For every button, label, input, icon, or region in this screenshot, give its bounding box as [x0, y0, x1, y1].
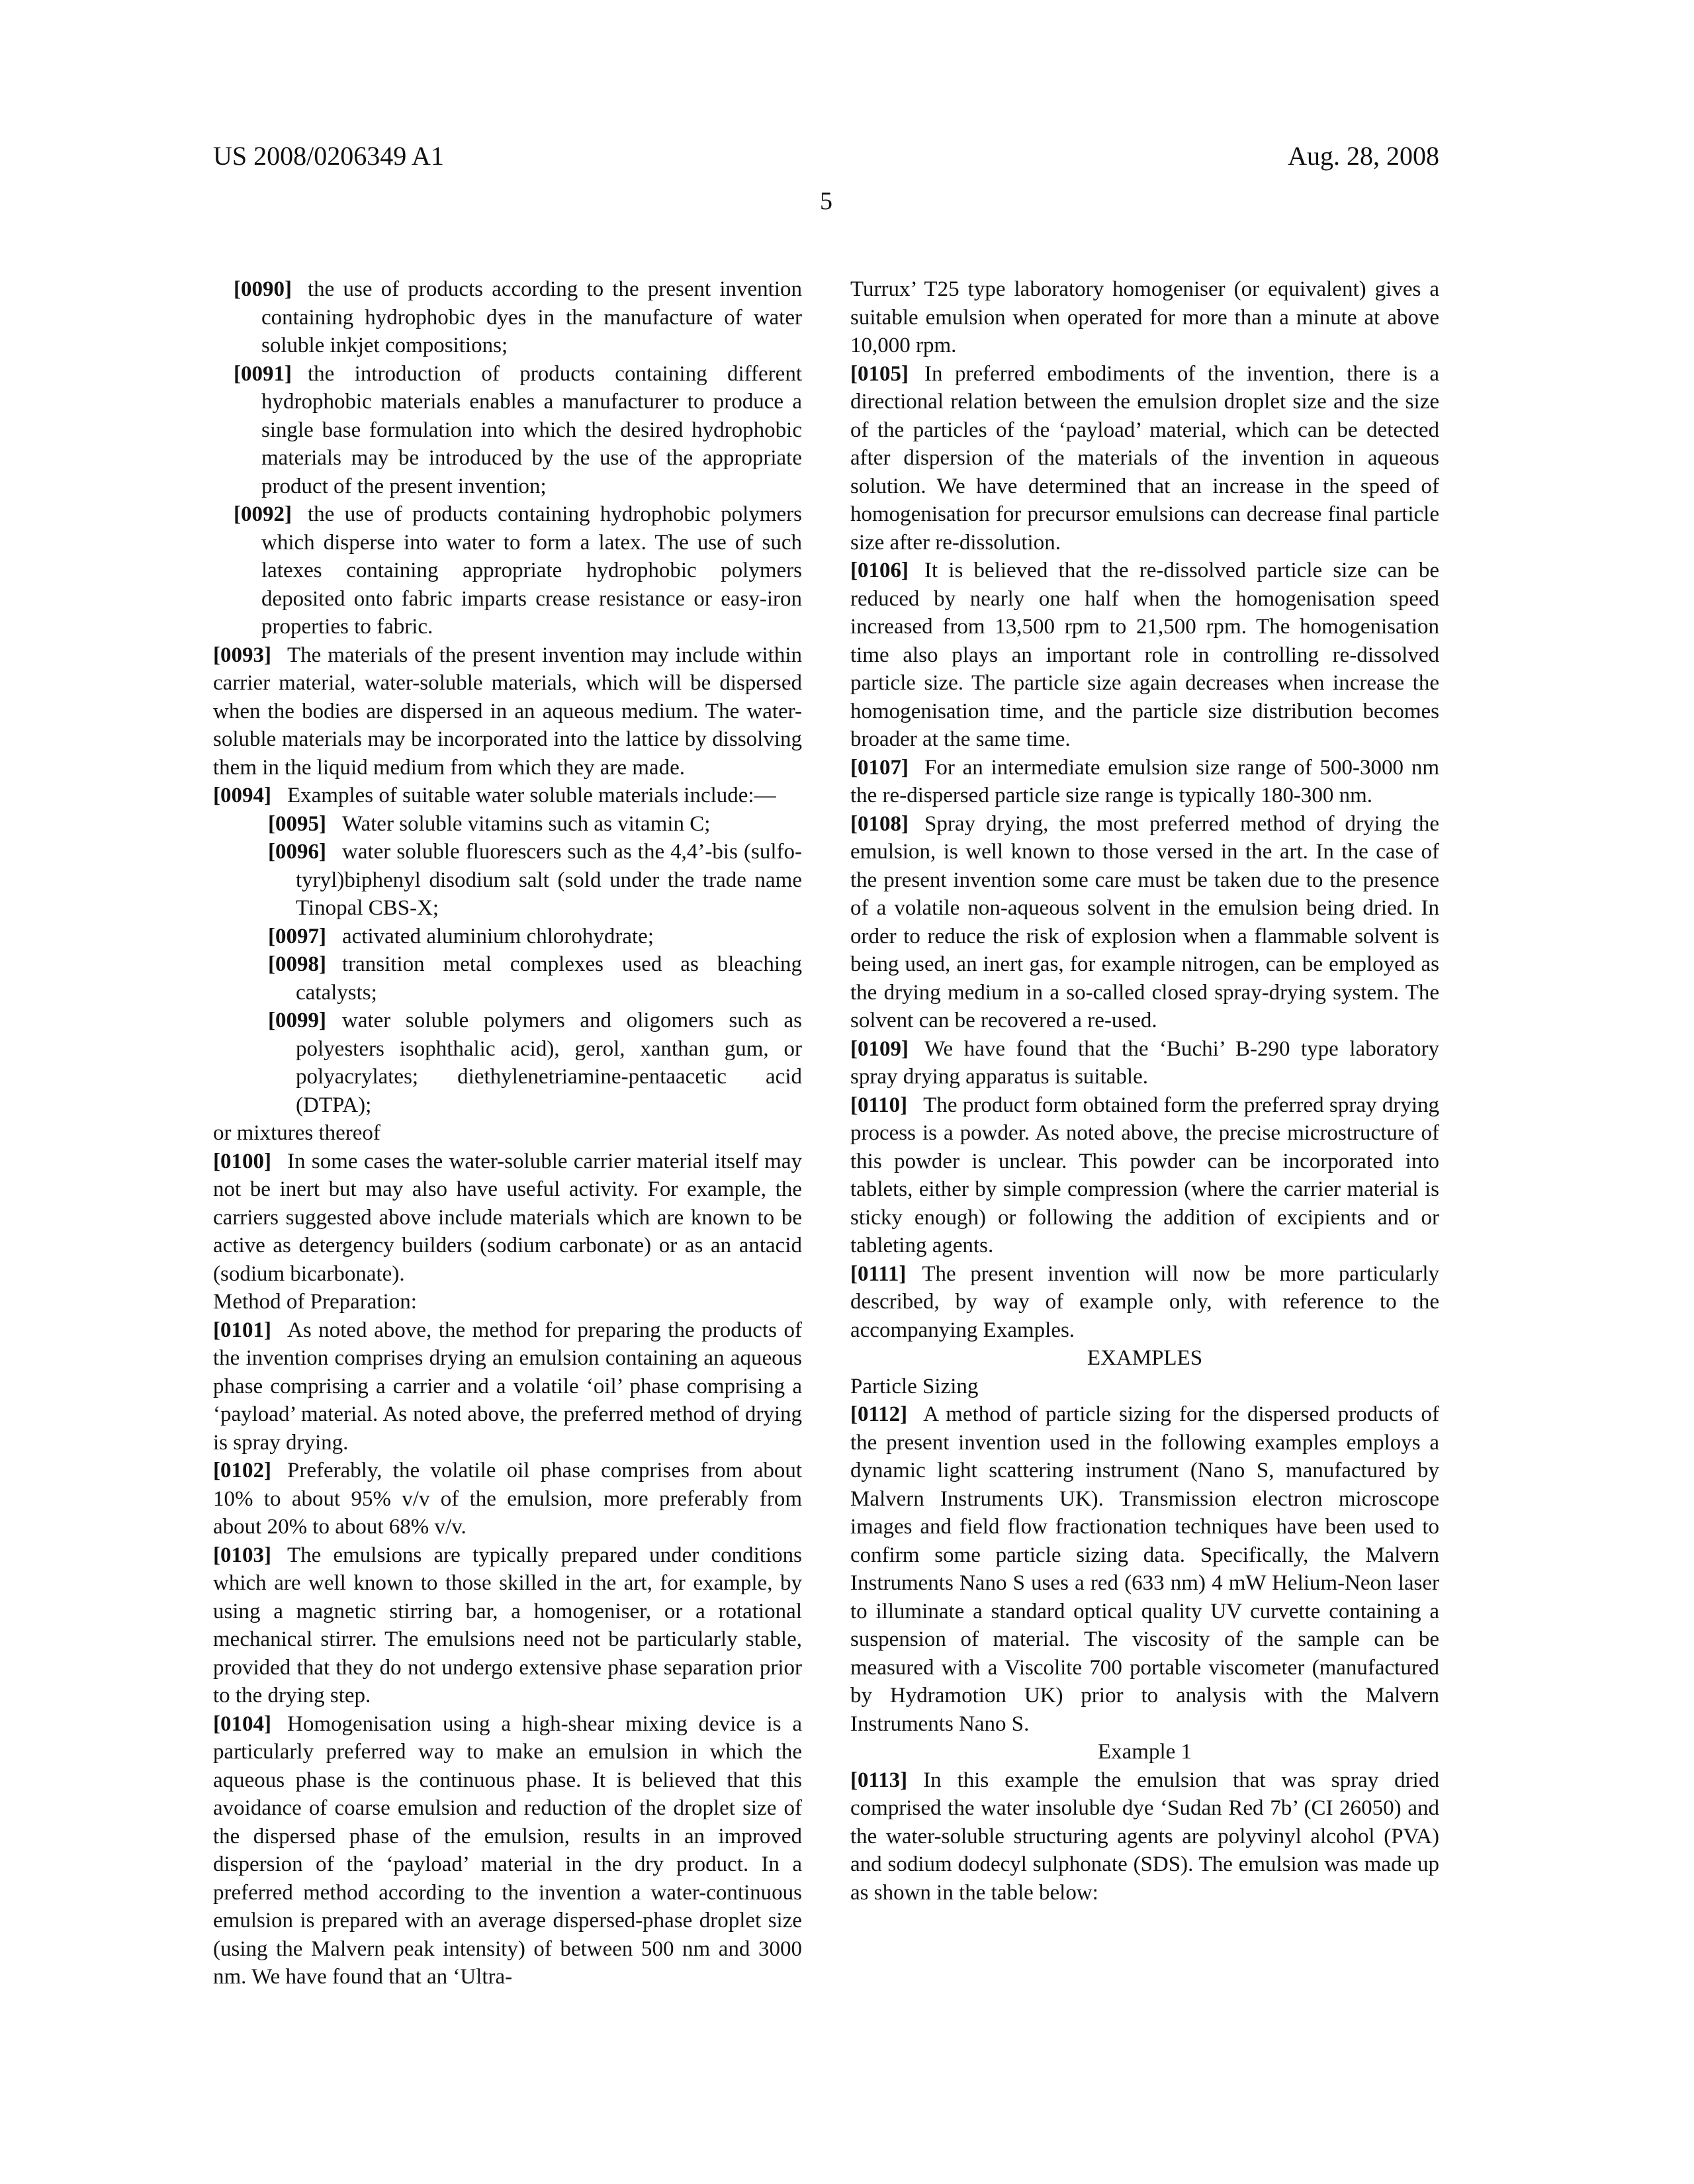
two-column-body — [213, 275, 1439, 1991]
paragraph-number: [0094] — [213, 784, 271, 807]
paragraph — [850, 1766, 1439, 1907]
paragraph-number: [0093] — [213, 643, 271, 667]
patent-number: US 2008/0206349 A1 — [213, 141, 444, 171]
paragraph-text: water soluble polymers and oligomers such as polyesters isophthalic acid), gerol, xanthan gum, or polyacrylates; diethylenetriamine-pentaacetic acid (DTPA); — [296, 1009, 802, 1117]
paragraph-text: The product form obtained form the preferred spray drying process is a powder. As noted above, the precise microstructure of this powder is unclear. This powder can be incorporated into tablets, either by simple compression (where the carrier material is sticky enough) or following the addition of excipients and or tableting agents. — [850, 1093, 1439, 1257]
section-heading: EXAMPLES — [1087, 1346, 1203, 1370]
paragraph — [850, 557, 1439, 754]
paragraph-number: [0103] — [213, 1543, 271, 1567]
paragraph-text: Preferably, the volatile oil phase comprises from about 10% to about 95% v/v of the emulsion, more preferably from about 20% to about 68% v/v. — [213, 1459, 802, 1539]
paragraph-text: Homogenisation using a high-shear mixing device is a particularly preferred way to make an emulsion in which the aqueous phase is the continuous phase. It is believed that this avoidance of coarse emulsion and reduction of the droplet size of the dispersed phase of the emulsion, results in an improved dispersion of the ‘payload’ material in the dry product. In a preferred method according to the invention a water-continuous emulsion is prepared with an average dispersed-phase droplet size (using the Malvern peak intensity) of between 500 nm and 3000 nm. We have found that an ‘Ultra- — [213, 1711, 802, 1989]
paragraph — [850, 754, 1439, 810]
paragraph — [213, 1007, 802, 1119]
paragraph-text: the use of products according to the present invention containing hydrophobic dyes in the manufacture of water soluble inkjet compositions; — [261, 277, 802, 357]
paragraph-number: [0095] — [268, 811, 326, 836]
paragraph — [213, 1316, 802, 1457]
paragraph-number: [0109] — [850, 1036, 909, 1061]
paragraph-text: It is believed that the re-dissolved particle size can be reduced by nearly one half when the homogenisation speed increased from 13,500 rpm to 21,500 rpm. The homogenisation time also plays an important role in controlling re-dissolved particle size. The particle size again decreases when increase the homogenisation time, and the particle size distribution becomes broader at the same time. — [850, 559, 1439, 751]
page-number: 5 — [820, 187, 832, 215]
paragraph — [850, 1260, 1439, 1345]
paragraph-text: We have found that the ‘Buchi’ B-290 type laboratory spray drying apparatus is suitable. — [850, 1036, 1439, 1089]
paragraph-text: The emulsions are typically prepared under conditions which are well known to those skilled in the art, for example, by using a magnetic stirring bar, a homogeniser, or a rotational mechanical stirrer. The emulsions need not be particularly stable, provided that they do not undergo extensive phase separation prior to the drying step. — [213, 1543, 802, 1707]
paragraph — [850, 1091, 1439, 1260]
paragraph-text: As noted above, the method for preparing the products of the invention comprises drying an emulsion containing an aqueous phase comprising a carrier and a volatile ‘oil’ phase comprising a ‘payload’ material. As noted above, the preferred method of drying is spray drying. — [213, 1318, 802, 1455]
paragraph — [213, 1148, 802, 1289]
paragraph-text: activated aluminium chlorohydrate; — [341, 924, 654, 948]
section-heading: Example 1 — [1097, 1740, 1192, 1764]
paragraph-number: [0091] — [234, 361, 292, 386]
paragraph — [213, 360, 802, 501]
paragraph-number: [0102] — [213, 1459, 271, 1482]
right-column — [850, 275, 1439, 1991]
paragraph: or mixtures thereof — [213, 1121, 380, 1145]
paragraph-number: [0111] — [850, 1261, 907, 1286]
paragraph-text: Examples of suitable water soluble materials include:— — [287, 784, 776, 807]
section-heading: Particle Sizing — [850, 1374, 979, 1398]
paragraph-number: [0107] — [850, 755, 909, 780]
paragraph-number: [0090] — [234, 277, 292, 301]
paragraph — [850, 810, 1439, 1035]
paragraph — [213, 1710, 802, 1991]
paragraph — [213, 923, 802, 951]
paragraph — [213, 810, 802, 839]
paragraph-text: In some cases the water-soluble carrier material itself may not be inert but may also have useful activity. For example, the carriers suggested above include materials which are known to be active as detergency builders (sodium carbonate) or as an antacid (sodium bicarbonate). — [213, 1149, 802, 1286]
paragraph — [850, 360, 1439, 557]
paragraph-number: [0105] — [850, 361, 909, 386]
paragraph-number: [0097] — [268, 924, 326, 948]
paragraph — [213, 838, 802, 923]
paragraph-number: [0092] — [234, 502, 292, 526]
paragraph-text: For an intermediate emulsion size range of 500-3000 nm the re-dispersed particle size range is typically 180-300 nm. — [850, 755, 1439, 807]
paragraph-number: [0099] — [268, 1009, 326, 1032]
paragraph-text: A method of particle sizing for the dispersed products of the present invention used in the following examples employs a dynamic light scattering instrument (Nano S, manufactured by Malvern Instruments UK). Transmission electron microscope images and field flow fractionation techniques have been used to confirm some particle sizing data. Specifically, the Malvern Instruments Nano S uses a red (633 nm) 4 mW Helium-Neon laser to illuminate a standard optical quality UV curvette containing a suspension of material. The viscosity of the sample can be measured with a Viscolite 700 portable viscometer (manufactured by Hydramotion UK) prior to analysis with the Malvern Instruments Nano S. — [850, 1402, 1439, 1736]
paragraph-text: In this example the emulsion that was spray dried comprised the water insoluble dye ‘Sudan Red 7b’ (CI 26050) and the water-soluble structuring agents are polyvinyl alcohol (PVA) and sodium dodecyl sulphonate (SDS). The emulsion was made up as shown in the table below: — [850, 1768, 1439, 1905]
paragraph-number: [0104] — [213, 1711, 271, 1736]
paragraph — [850, 1400, 1439, 1738]
publication-date: Aug. 28, 2008 — [1288, 141, 1439, 171]
paragraph-number: [0098] — [268, 952, 326, 976]
left-column — [213, 275, 802, 1991]
paragraph-number: [0112] — [850, 1402, 908, 1426]
page-header — [213, 140, 1439, 172]
paragraph-number: [0096] — [268, 840, 326, 864]
paragraph-text: The materials of the present invention may include within carrier material, water-soluble materials, which will be dispersed when the bodies are dispersed in an aqueous medium. The water-soluble materials may be incorporated into the lattice by dissolving them in the liquid medium from which they are made. — [213, 643, 802, 780]
paragraph-number: [0108] — [850, 811, 909, 836]
paragraph-number: [0101] — [213, 1318, 271, 1342]
paragraph-text: In preferred embodiments of the invention, there is a directional relation between the emulsion droplet size and the size of the particles of the ‘payload’ material, which can be detected after dispersion of the materials of the invention in aqueous solution. We have determined that an increase in the speed of homogenisation for precursor emulsions can decrease final particle size after re-dissolution. — [850, 361, 1439, 555]
paragraph-text: Water soluble vitamins such as vitamin C; — [341, 811, 711, 836]
paragraph-text: The present invention will now be more particularly described, by way of example only, with reference to the accompanying Examples. — [850, 1261, 1439, 1342]
paragraph-text: water soluble fluorescers such as the 4,4’-bis (sulfo-tyryl)biphenyl disodium salt (sold under the trade name Tinopal CBS-X; — [296, 840, 802, 920]
paragraph-text: Spray drying, the most preferred method of drying the emulsion, is well known to those versed in the art. In the case of the present invention some care must be taken due to the presence of a volatile non-aqueous solvent in the emulsion being dried. In order to reduce the risk of explosion when a flammable solvent is being used, an inert gas, for example nitrogen, can be employed as the drying medium in a so-called closed spray-drying system. The solvent can be recovered a re-used. — [850, 811, 1439, 1032]
section-heading: Method of Preparation: — [213, 1290, 417, 1314]
paragraph-number: [0100] — [213, 1149, 271, 1173]
paragraph — [213, 1541, 802, 1710]
paragraph-number: [0113] — [850, 1768, 908, 1792]
paragraph-number: [0106] — [850, 559, 909, 582]
paragraph — [213, 275, 802, 360]
paragraph — [213, 1457, 802, 1541]
paragraph — [850, 1035, 1439, 1091]
paragraph: Turrux’ T25 type laboratory homogeniser (or equivalent) gives a suitable emulsion when operated for more than a minute at above 10,000 rpm. — [850, 277, 1439, 357]
paragraph — [213, 950, 802, 1007]
paragraph — [213, 782, 802, 810]
paragraph — [213, 500, 802, 641]
paragraph-text: the use of products containing hydrophobic polymers which disperse into water to form a latex. The use of such latexes containing appropriate hydrophobic polymers deposited onto fabric imparts crease resistance or easy-iron properties to fabric. — [261, 502, 802, 639]
paragraph-text: transition metal complexes used as bleaching catalysts; — [296, 952, 802, 1005]
paragraph — [213, 641, 802, 782]
paragraph-text: the introduction of products containing different hydrophobic materials enables a manufacturer to produce a single base formulation into which the desired hydrophobic materials may be introduced by the use of the appropriate product of the present invention; — [261, 361, 802, 498]
paragraph-number: [0110] — [850, 1093, 908, 1117]
